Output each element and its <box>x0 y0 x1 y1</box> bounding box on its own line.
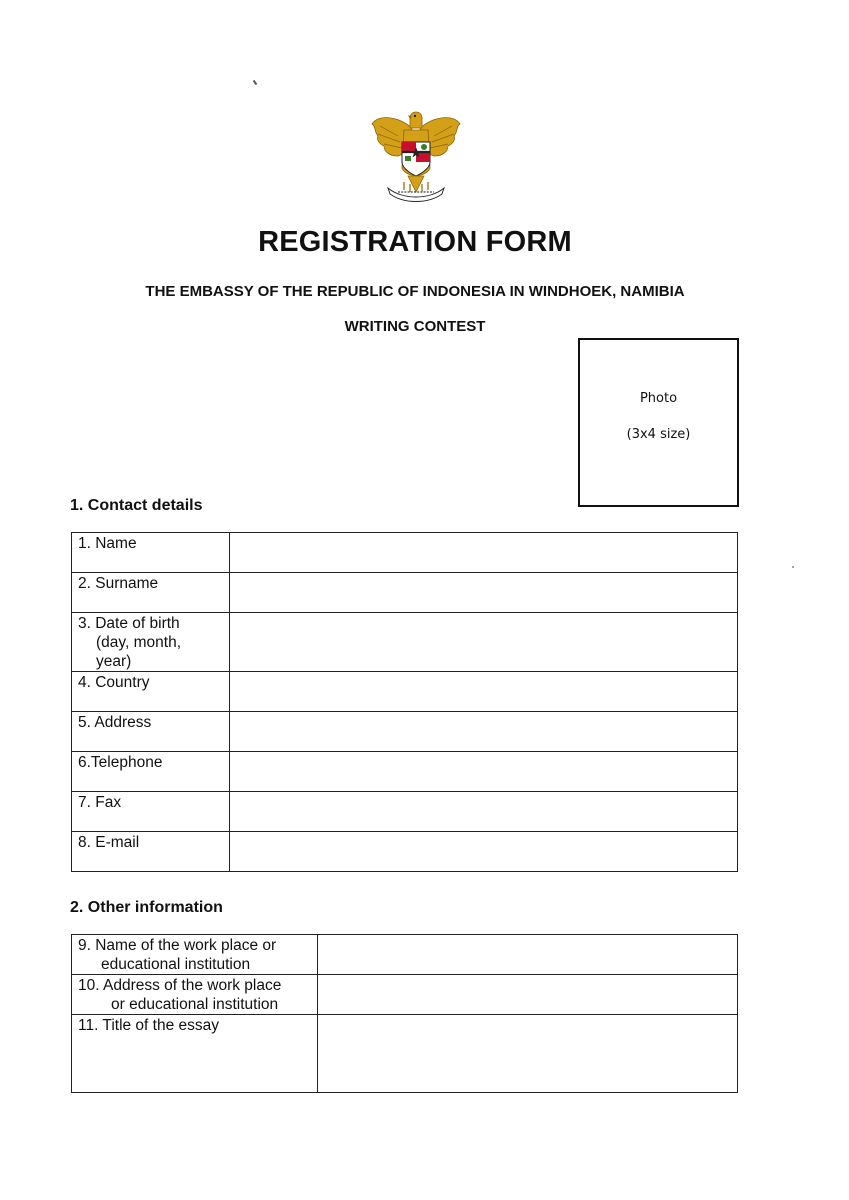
photo-size-note: (3x4 size) <box>626 427 691 442</box>
telephone-field[interactable] <box>230 752 738 792</box>
contact-details-table <box>71 532 738 872</box>
table-row <box>72 533 738 573</box>
table-row <box>72 935 738 975</box>
telephone-label: 6.Telephone <box>72 752 230 792</box>
photo-label: Photo <box>639 391 678 406</box>
surname-field[interactable] <box>230 573 738 613</box>
table-row <box>72 712 738 752</box>
table-row <box>72 832 738 872</box>
country-field[interactable] <box>230 672 738 712</box>
garuda-emblem-icon <box>368 106 464 210</box>
table-row <box>72 672 738 712</box>
photo-box[interactable] <box>578 338 739 507</box>
country-label: 4. Country <box>72 672 230 712</box>
table-row <box>72 573 738 613</box>
other-information-table <box>71 934 738 1093</box>
workplace-name-label-line1: 9. Name of the work place or <box>78 937 277 954</box>
essay-title-label: 11. Title of the essay <box>72 1015 318 1093</box>
email-field[interactable] <box>230 832 738 872</box>
workplace-name-field[interactable] <box>318 935 738 975</box>
date-of-birth-label-line1: 3. Date of birth <box>78 615 180 632</box>
date-of-birth-field[interactable] <box>230 613 738 672</box>
table-row <box>72 752 738 792</box>
scan-speck <box>253 80 258 85</box>
essay-title-field[interactable] <box>318 1015 738 1093</box>
name-field[interactable] <box>230 533 738 573</box>
date-of-birth-label <box>72 613 230 672</box>
fax-field[interactable] <box>230 792 738 832</box>
page-title: REGISTRATION FORM <box>258 226 572 258</box>
workplace-name-label <box>72 935 318 975</box>
address-field[interactable] <box>230 712 738 752</box>
date-of-birth-label-line2: (day, month, <box>96 634 182 651</box>
workplace-address-label-line2: or educational institution <box>111 996 279 1013</box>
other-information-heading: 2. Other information <box>70 899 223 916</box>
contact-details-heading: 1. Contact details <box>70 497 203 514</box>
address-label: 5. Address <box>72 712 230 752</box>
workplace-address-label <box>72 975 318 1015</box>
email-label: 8. E-mail <box>72 832 230 872</box>
table-row <box>72 1015 738 1093</box>
workplace-address-label-line1: 10. Address of the work place <box>78 977 282 994</box>
workplace-name-label-line2: educational institution <box>101 956 251 973</box>
workplace-address-field[interactable] <box>318 975 738 1015</box>
table-row <box>72 792 738 832</box>
table-row <box>72 975 738 1015</box>
name-label: 1. Name <box>72 533 230 573</box>
table-row <box>72 613 738 672</box>
surname-label: 2. Surname <box>72 573 230 613</box>
scan-dot <box>792 566 794 568</box>
date-of-birth-label-line3: year) <box>96 653 132 670</box>
fax-label: 7. Fax <box>72 792 230 832</box>
event-name: WRITING CONTEST <box>344 318 486 335</box>
embassy-subtitle: THE EMBASSY OF THE REPUBLIC OF INDONESIA IN WINDHOEK, NAMIBIA <box>145 283 685 300</box>
